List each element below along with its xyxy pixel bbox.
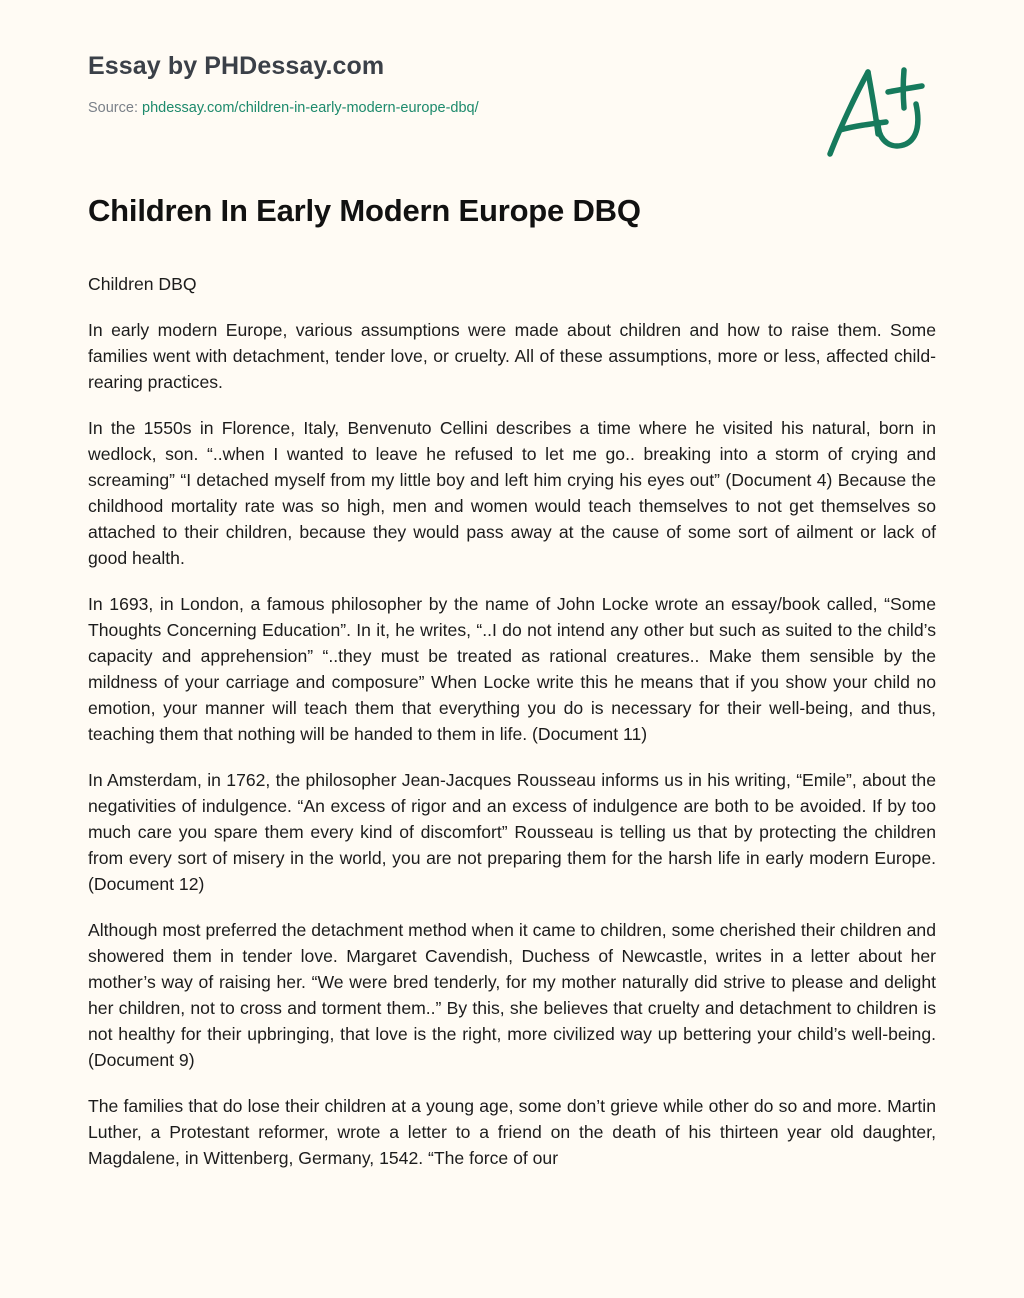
source-label: Source: — [88, 100, 138, 116]
source-link[interactable]: phdessay.com/children-in-early-modern-europe-dbq/ — [142, 100, 479, 116]
essay-paragraph: The families that do lose their children at a young age, some don’t grieve while other do so and more. Martin Luther, a Protestant reformer, wrote a letter to a friend on the death of his thirteen year old daughter, Magdalene, in Wittenberg, Germany, 1542. “The force of our — [88, 1096, 936, 1168]
site-header — [88, 50, 788, 118]
essay-paragraph: Although most preferred the detachment method when it came to children, some cherished their children and showered them in tender love. Margaret Cavendish, Duchess of Newcastle, writes in a letter about her mother’s way of raising her. “We were bred tenderly, for my mother naturally did strive to please and delight her children, not to cross and torment them..” By this, she believes that cruelty and detachment to children is not healthy for their upbringing, that love is the right, more civilized way up bettering your child’s well-being. (Document 9) — [88, 920, 936, 1070]
site-brand: Essay by PHDessay.com — [88, 52, 385, 80]
essay-body — [88, 271, 936, 1191]
a-plus-grade-icon — [818, 62, 930, 162]
source-line — [88, 98, 788, 118]
essay-subtitle: Children DBQ — [88, 274, 197, 294]
document-title: Children In Early Modern Europe DBQ — [88, 193, 641, 228]
essay-paragraph: In Amsterdam, in 1762, the philosopher Jean-Jacques Rousseau informs us in his writing, “Emile”, about the negativities of indulgence. “An excess of rigor and an excess of indulgence are both to be avoided. If by too much care you spare them every kind of discomfort” Rousseau is telling us that by protecting the children from every sort of misery in the world, you are not preparing them for the harsh life in early modern Europe. (Document 12) — [88, 770, 936, 894]
essay-paragraph: In 1693, in London, a famous philosopher by the name of John Locke wrote an essay/book called, “Some Thoughts Concerning Education”. In it, he writes, “..I do not intend any other but such as suited to the child’s capacity and apprehension” “..they must be treated as rational creatures.. Make them sensible by the mildness of your carriage and composure” When Locke write this he means that if you show your child no emotion, your manner will teach them that everything you do is necessary for their well-being, and thus, teaching them that nothing will be handed to them in life. (Document 11) — [88, 594, 936, 744]
essay-paragraph: In the 1550s in Florence, Italy, Benvenuto Cellini describes a time where he visited his natural, born in wedlock, son. “..when I wanted to leave he refused to let me go.. breaking into a storm of crying and screaming” “I detached myself from my little boy and left him crying his eyes out” (Document 4) Because the childhood mortality rate was so high, men and women would teach themselves to not get themselves so attached to their children, because they would pass away at the cause of some sort of ailment or lack of good health. — [88, 418, 936, 568]
essay-paragraph: In early modern Europe, various assumptions were made about children and how to raise them. Some families went with detachment, tender love, or cruelty. All of these assumptions, more or less, affected child-rearing practices. — [88, 320, 936, 392]
